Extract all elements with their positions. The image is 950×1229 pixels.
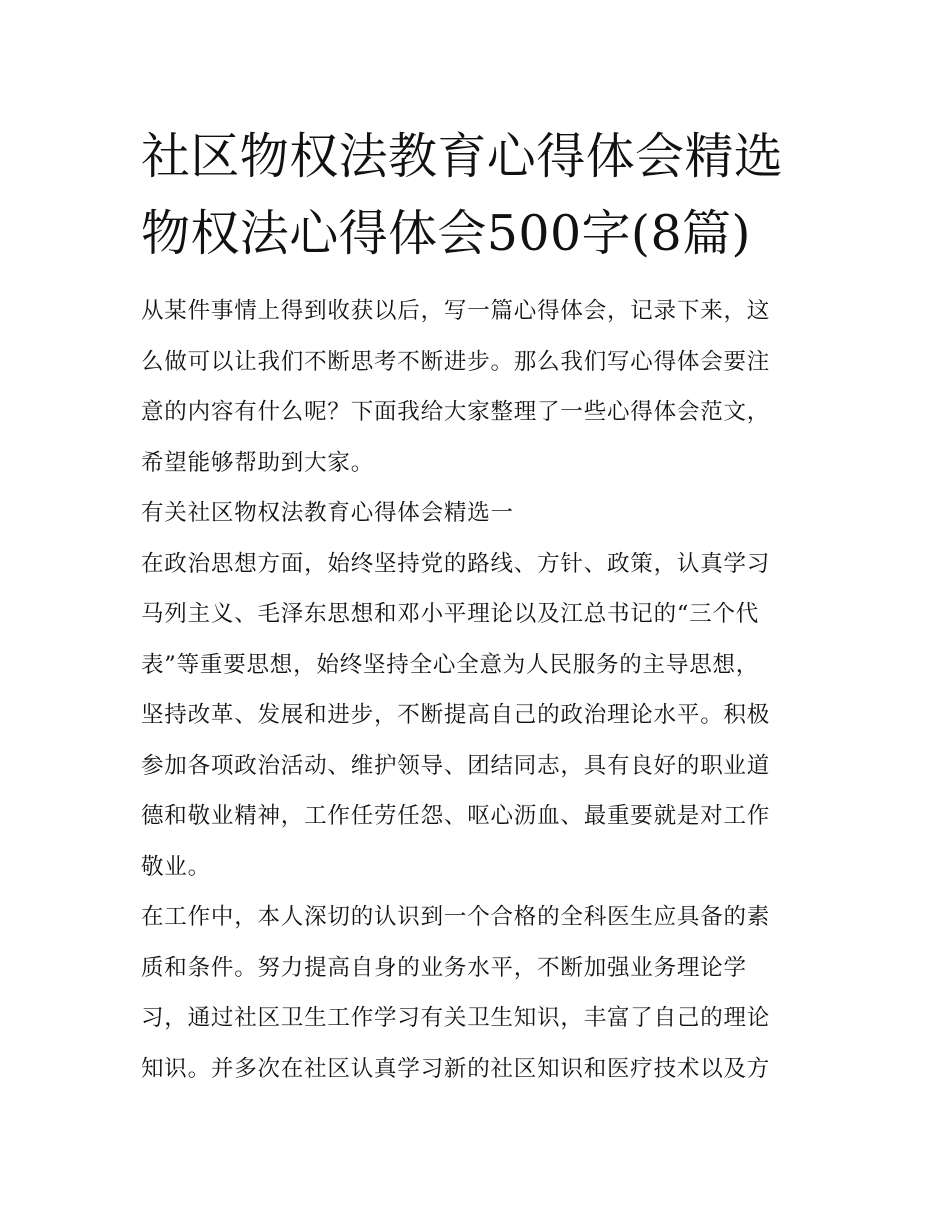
text-line: 在政治思想方面，始终坚持党的路线、方针、政策，认真学习 xyxy=(141,550,771,577)
text-line: 质和条件。努力提高自身的业务水平，不断加强业务理论学 xyxy=(141,954,747,981)
body-paragraph-political xyxy=(141,539,812,893)
text-line: 参加各项政治活动、维护领导、团结同志，具有良好的职业道 xyxy=(141,752,771,779)
text-line: 希望能够帮助到大家。 xyxy=(141,449,375,476)
text-line: 德和敬业精神，工作任劳任怨、呕心沥血、最重要就是对工作 xyxy=(141,803,771,829)
text-line: 从某件事情上得到收获以后，写一篇心得体会，记录下来，这 xyxy=(141,298,771,324)
text-line: 敬业。 xyxy=(141,853,211,880)
text-line: 表”等重要思想，始终坚持全心全意为人民服务的主导思想， xyxy=(141,651,760,678)
text-line: 马列主义、毛泽东思想和邓小平理论以及江总书记的“三个代 xyxy=(141,601,760,627)
section-heading xyxy=(141,488,812,539)
title-line-1: 社区物权法教育心得体会精选 xyxy=(141,128,784,185)
text-line: 有关社区物权法教育心得体会精选一 xyxy=(141,500,514,526)
document-title xyxy=(141,118,812,272)
text-line: 知识。并多次在社区认真学习新的社区知识和医疗技术以及方 xyxy=(141,1055,771,1082)
title-line-2: 物权法心得体会500字(8篇) xyxy=(141,205,751,262)
text-line: 在工作中，本人深切的认识到一个合格的全科医生应具备的素 xyxy=(141,904,771,930)
text-line: 意的内容有什么呢？下面我给大家整理了一些心得体会范文， xyxy=(141,399,771,425)
text-line: 么做可以让我们不断思考不断进步。那么我们写心得体会要注 xyxy=(141,348,771,375)
text-line: 坚持改革、发展和进步，不断提高自己的政治理论水平。积极 xyxy=(141,702,771,728)
body-paragraph-work xyxy=(141,892,812,1094)
intro-paragraph xyxy=(141,286,812,488)
text-line: 习，通过社区卫生工作学习有关卫生知识，丰富了自己的理论 xyxy=(141,1005,771,1031)
